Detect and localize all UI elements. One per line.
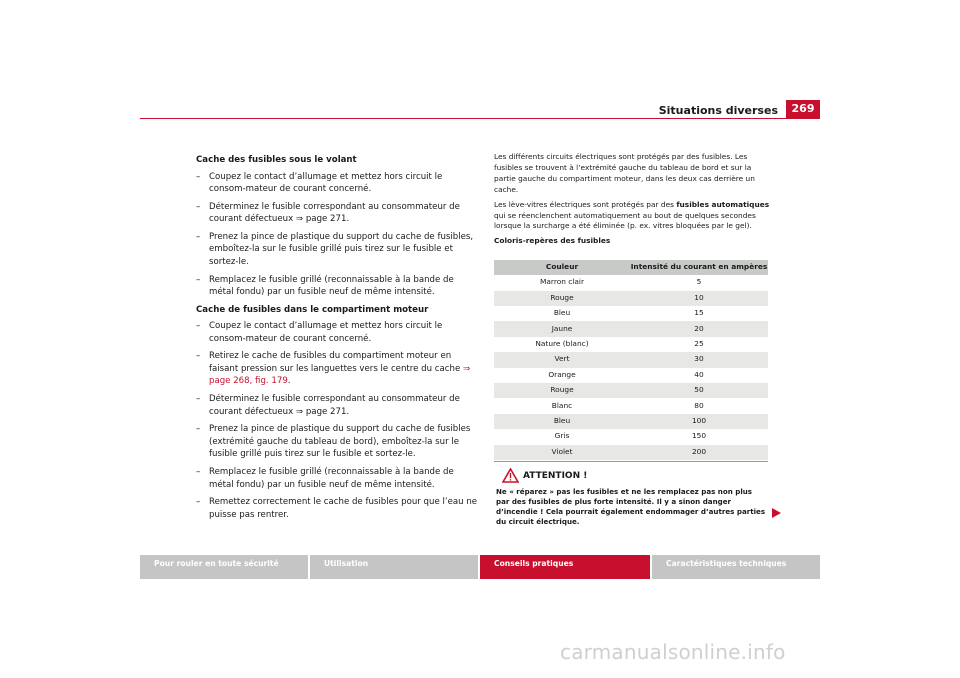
cell-color: Nature (blanc) bbox=[535, 339, 589, 349]
list-item: – Coupez le contact d’allumage et mettez hors circuit le consom-mateur de courant concerné. bbox=[196, 320, 478, 345]
list-item: – Prenez la pince de plastique du support du cache de fusibles (extrémité gauche du tableau de bord), emboîtez-la sur le fusible grillé puis tirez sur le fusible et sortez-le. bbox=[196, 423, 478, 461]
table-row bbox=[494, 306, 768, 321]
table-row bbox=[494, 321, 768, 336]
header-rule bbox=[140, 118, 820, 119]
cell-color: Gris bbox=[554, 431, 570, 441]
fuse-color-table bbox=[494, 260, 768, 460]
table-header-row bbox=[494, 260, 768, 275]
list-item: – Prenez la pince de plastique du support du cache de fusibles, emboîtez-la sur le fusible grillé puis tirez sur le fusible et sortez-le. bbox=[196, 231, 478, 269]
cell-color: Blanc bbox=[551, 400, 573, 410]
footer-tab-safety[interactable]: Pour rouler en toute sécurité bbox=[140, 555, 308, 579]
continue-arrow-icon bbox=[772, 508, 781, 518]
cell-amperes: 40 bbox=[694, 369, 704, 379]
running-header-title: Situations diverses bbox=[658, 104, 778, 117]
auto-fuse-paragraph bbox=[494, 200, 770, 233]
list-item: – Remettez correctement le cache de fusibles pour que l’eau ne puisse pas rentrer. bbox=[196, 496, 478, 521]
steps-list-engine bbox=[196, 320, 478, 521]
watermark: carmanualsonline.info bbox=[560, 640, 786, 664]
cell-amperes: 80 bbox=[694, 400, 704, 410]
warning-box bbox=[494, 461, 768, 527]
page-number-badge: 269 bbox=[786, 100, 820, 118]
steps-list-steering bbox=[196, 171, 478, 299]
list-item-text: Retirez le cache de fusibles du compartiment moteur en faisant pression sur les languettes vers le centre du cache bbox=[209, 351, 463, 374]
cell-amperes: 5 bbox=[696, 277, 702, 287]
table-row bbox=[494, 337, 768, 352]
table-row bbox=[494, 414, 768, 429]
cell-amperes: 20 bbox=[630, 321, 768, 336]
footer-tab-technical-data[interactable]: Caractéristiques techniques bbox=[652, 555, 820, 579]
paragraph-text: qui se réenclenchent automatiquement au bout de quelques secondes lorsque la surcharge a été éliminée (p. ex. vitres bloquées par le gel). bbox=[494, 210, 756, 231]
cell-color: Bleu bbox=[494, 414, 630, 429]
warning-header bbox=[502, 468, 768, 483]
table-row bbox=[494, 352, 768, 367]
cell-color: Violet bbox=[494, 445, 630, 460]
column-header-amperes: Intensité du courant en ampères bbox=[630, 260, 768, 275]
intro-paragraph: Les différents circuits électriques sont protégés par des fusibles. Les fusibles se trouvent à l’extrémité gauche du tableau de bord et sur la partie gauche du compartiment moteur, dans les deux cas derrière un cache. bbox=[494, 152, 755, 194]
warning-title: ATTENTION ! bbox=[523, 470, 588, 481]
table-row bbox=[494, 275, 768, 290]
list-item: – Remplacez le fusible grillé (reconnaissable à la bande de métal fondu) par un fusible neuf de même intensité. bbox=[196, 466, 478, 491]
right-column bbox=[494, 152, 770, 460]
table-row bbox=[494, 429, 768, 444]
cell-color: Bleu bbox=[553, 308, 571, 318]
cell-amperes: 30 bbox=[630, 352, 768, 367]
cell-color: Vert bbox=[494, 352, 630, 367]
section-heading-steering: Cache des fusibles sous le volant bbox=[196, 155, 357, 165]
footer-tab-operation[interactable]: Utilisation bbox=[310, 555, 478, 579]
paragraph-text: Les lève-vitres électriques sont protégés par des bbox=[494, 199, 677, 209]
cell-color: Jaune bbox=[494, 321, 630, 336]
cell-amperes: 100 bbox=[630, 414, 768, 429]
left-column bbox=[196, 154, 478, 526]
list-item: – Déterminez le fusible correspondant au consommateur de courant défectueux ⇒ page 271. bbox=[196, 201, 478, 226]
cell-color: Marron clair bbox=[540, 277, 584, 287]
section-heading-engine: Cache de fusibles dans le compartiment moteur bbox=[196, 304, 429, 315]
list-item bbox=[196, 350, 478, 388]
table-row bbox=[494, 398, 768, 413]
cell-amperes: 150 bbox=[691, 431, 707, 441]
cell-amperes: 10 bbox=[630, 291, 768, 306]
page-reference-link[interactable]: ⇒ page 268, fig. 179 bbox=[209, 363, 471, 387]
cell-color: Orange bbox=[548, 369, 576, 379]
cell-color: Rouge bbox=[494, 291, 630, 306]
cell-color: Rouge bbox=[494, 383, 630, 398]
cell-amperes: 50 bbox=[630, 383, 768, 398]
list-item: – Déterminez le fusible correspondant au consommateur de courant défectueux ⇒ page 271. bbox=[196, 393, 478, 418]
table-row bbox=[494, 445, 768, 460]
table-row bbox=[494, 291, 768, 306]
cell-amperes: 200 bbox=[630, 445, 768, 460]
warning-triangle-icon bbox=[502, 468, 519, 483]
table-heading: Coloris-repères des fusibles bbox=[494, 236, 611, 246]
emphasis-text: fusibles automatiques bbox=[676, 199, 770, 209]
list-item: – Remplacez le fusible grillé (reconnaissable à la bande de métal fondu) par un fusible neuf de même intensité. bbox=[196, 274, 478, 299]
table-row bbox=[494, 368, 768, 383]
footer-tab-practical-tips[interactable]: Conseils pratiques bbox=[480, 555, 650, 579]
warning-text: Ne « réparez » pas les fusibles et ne les remplacez pas non plus par des fusibles de plus forte intensité. Il y a sinon danger d’incendie ! Cela pourrait également endommager d’autres parties du circuit électrique. bbox=[496, 487, 766, 526]
list-item-end: . bbox=[287, 376, 291, 387]
list-item: – Coupez le contact d’allumage et mettez hors circuit le consom-mateur de courant concerné. bbox=[196, 171, 478, 196]
cell-amperes: 25 bbox=[694, 339, 704, 349]
cell-amperes: 15 bbox=[694, 308, 704, 318]
column-header-color: Couleur bbox=[494, 260, 630, 275]
table-row bbox=[494, 383, 768, 398]
